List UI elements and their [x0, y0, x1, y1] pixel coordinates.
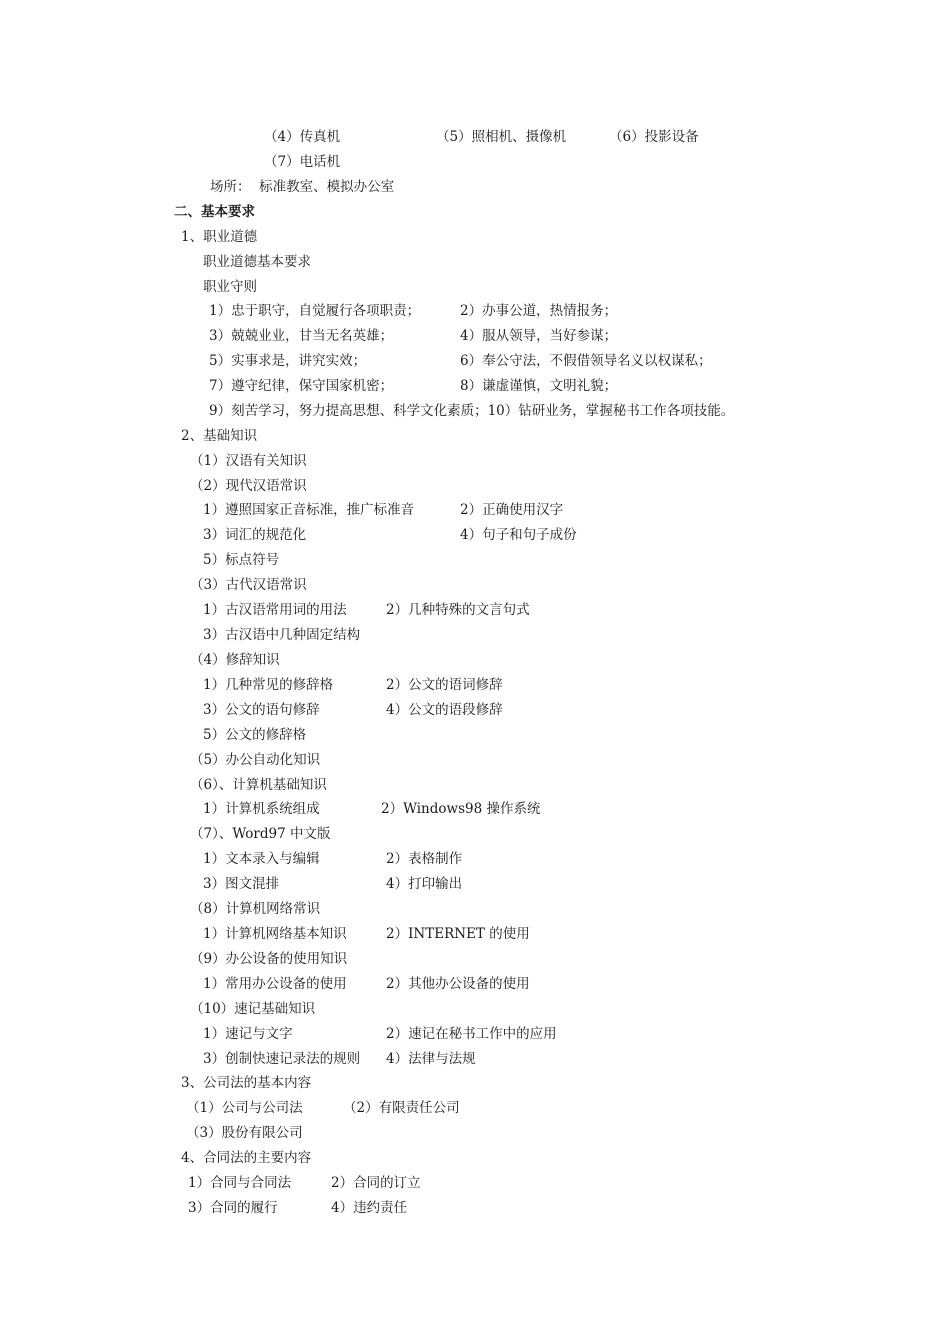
topic-item: （3）股份有限公司: [186, 1125, 303, 1141]
topic-heading: （1）汉语有关知识: [190, 453, 307, 469]
topic-item: 4）法律与法规: [386, 1051, 476, 1067]
topic-item: 1）遵照国家正音标准，推广标准音: [203, 502, 415, 518]
equipment-item: （5）照相机、摄像机: [436, 129, 567, 145]
rule-item: 7）遵守纪律，保守国家机密；: [209, 378, 394, 394]
rule-item: 8）谦虚谨慎，文明礼貌；: [460, 378, 618, 394]
subsection-heading: 1、职业道德: [181, 229, 258, 245]
topic-item: 1）几种常见的修辞格: [203, 677, 334, 693]
topic-item: 3）图文混排: [203, 876, 280, 892]
topic-item: （2）有限责任公司: [343, 1100, 460, 1116]
topic-item: 3）创制快速记录法的规则: [203, 1051, 361, 1067]
rule-item: 6）奉公守法，不假借领导名义以权谋私；: [460, 353, 712, 369]
topic-item: 2）速记在秘书工作中的应用: [386, 1026, 557, 1042]
topic-item: 3）词汇的规范化: [203, 527, 307, 543]
equipment-item: （4）传真机: [264, 129, 341, 145]
topic-item: 4）打印输出: [386, 876, 463, 892]
text-line: 职业守则: [203, 279, 257, 295]
topic-item: 5）标点符号: [203, 552, 280, 568]
topic-heading: （2）现代汉语常识: [190, 478, 307, 494]
rule-item: 3）兢兢业业，甘当无名英雄；: [209, 328, 394, 344]
topic-item: 2）INTERNET 的使用: [386, 926, 530, 942]
topic-item: 4）违约责任: [331, 1200, 408, 1216]
rule-item: 5）实事求是，讲究实效；: [209, 353, 367, 369]
topic-item: 1）常用办公设备的使用: [203, 976, 347, 992]
topic-heading: （5）办公自动化知识: [190, 752, 321, 768]
topic-item: 3）古汉语中几种固定结构: [203, 627, 361, 643]
subsection-heading: 2、基础知识: [181, 428, 258, 444]
topic-item: （1）公司与公司法: [186, 1100, 303, 1116]
topic-item: 1）速记与文字: [203, 1026, 293, 1042]
topic-item: 1）古汉语常用词的用法: [203, 602, 347, 618]
venue-line: 场所： 标准教室、模拟办公室: [210, 179, 395, 195]
topic-item: 2）表格制作: [386, 851, 463, 867]
topic-item: 2）Windows98 操作系统: [381, 801, 541, 817]
subsection-heading: 4、合同法的主要内容: [181, 1150, 312, 1166]
rule-item: 9）刻苦学习，努力提高思想、科学文化素质；10）钻研业务，掌握秘书工作各项技能。: [209, 403, 735, 419]
topic-item: 2）公文的语词修辞: [386, 677, 503, 693]
rule-item: 4）服从领导，当好参谋；: [460, 328, 618, 344]
topic-item: 2）正确使用汉字: [460, 502, 564, 518]
topic-heading: （6）、计算机基础知识: [190, 777, 327, 793]
topic-item: 4）句子和句子成份: [460, 527, 577, 543]
topic-item: 2）其他办公设备的使用: [386, 976, 530, 992]
section-heading: 二、基本要求: [174, 204, 255, 220]
topic-item: 2）合同的订立: [331, 1175, 421, 1191]
topic-heading: （8）计算机网络常识: [190, 901, 321, 917]
equipment-item: （6）投影设备: [609, 129, 699, 145]
topic-item: 3）合同的履行: [188, 1200, 278, 1216]
rule-item: 2）办事公道，热情报务；: [460, 303, 618, 319]
topic-heading: （10）速记基础知识: [190, 1001, 316, 1017]
topic-item: 5）公文的修辞格: [203, 727, 307, 743]
topic-item: 1）计算机系统组成: [203, 801, 320, 817]
topic-heading: （9）办公设备的使用知识: [190, 951, 348, 967]
topic-heading: （7）、Word97 中文版: [190, 826, 331, 842]
topic-heading: （4）修辞知识: [190, 652, 280, 668]
topic-heading: （3）古代汉语常识: [190, 577, 307, 593]
topic-item: 4）公文的语段修辞: [386, 702, 503, 718]
equipment-item: （7）电话机: [264, 154, 341, 170]
topic-item: 1）计算机网络基本知识: [203, 926, 347, 942]
subsection-heading: 3、公司法的基本内容: [181, 1075, 312, 1091]
topic-item: 1）合同与合同法: [188, 1175, 292, 1191]
topic-item: 1）文本录入与编辑: [203, 851, 320, 867]
text-line: 职业道德基本要求: [203, 254, 311, 270]
rule-item: 1）忠于职守，自觉履行各项职责；: [209, 303, 421, 319]
topic-item: 3）公文的语句修辞: [203, 702, 320, 718]
topic-item: 2）几种特殊的文言句式: [386, 602, 530, 618]
